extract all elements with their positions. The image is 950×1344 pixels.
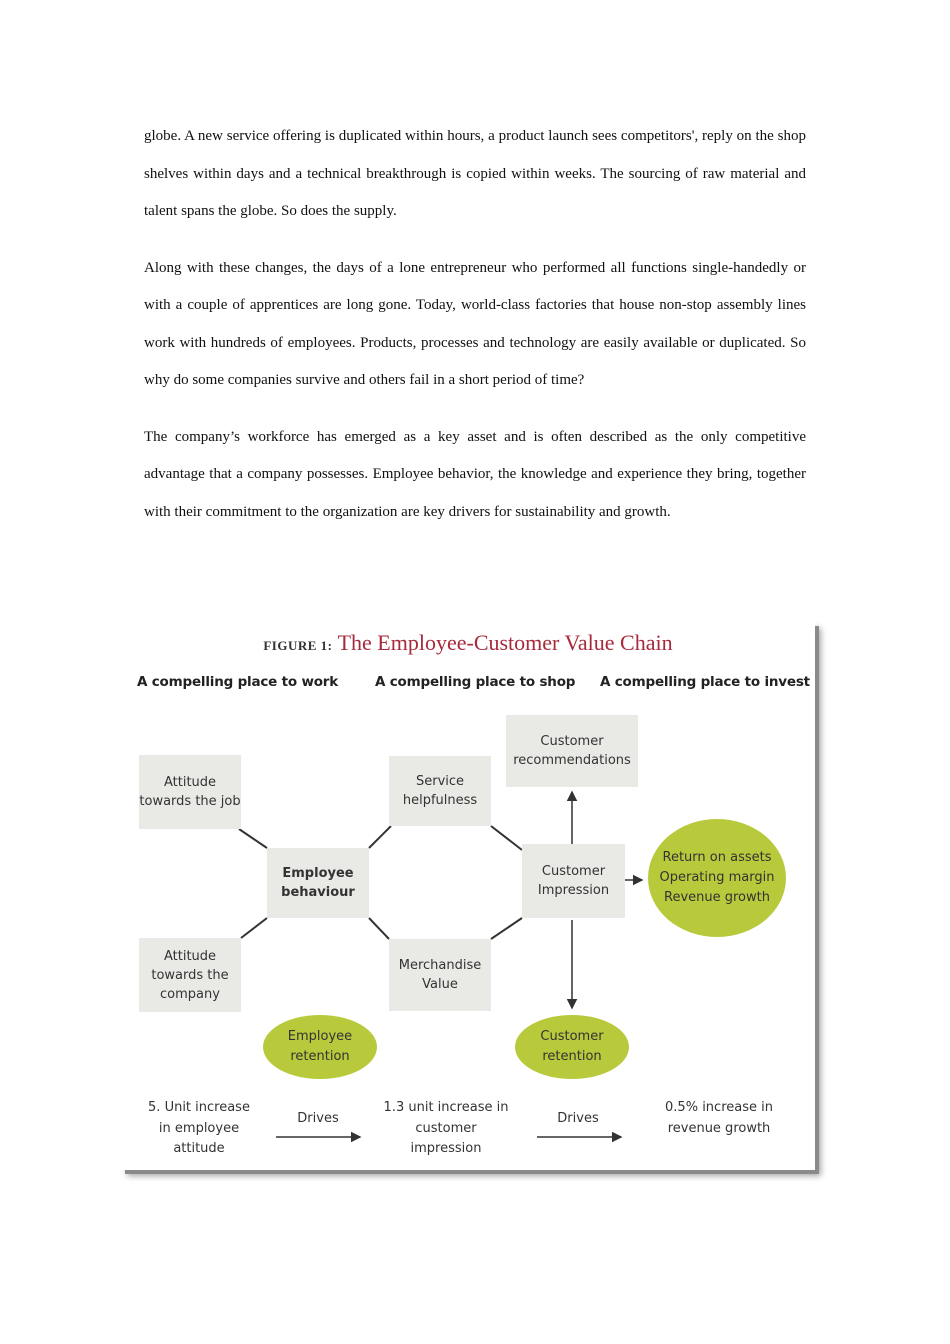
arrow-behaviour-to-merchandise bbox=[369, 918, 389, 939]
box-customer-impression: Customer Impression bbox=[522, 844, 625, 918]
heading-place-to-shop: A compelling place to shop bbox=[375, 674, 576, 690]
box-employee-behaviour: Employee behaviour bbox=[267, 848, 369, 918]
arrow-merchandise-to-impression bbox=[491, 918, 522, 939]
box-attitude-towards-company: Attitude towards the company bbox=[139, 938, 241, 1012]
paragraph-1: globe. A new service offering is duplicated within hours, a product launch sees competitors', reply on the shop shelves within days and a technical breakthrough is copied within weeks. The sourcing of raw material and talent spans the globe. So does the supply. bbox=[144, 128, 806, 219]
box-attitude-towards-job: Attitude towards the job bbox=[139, 755, 241, 829]
figure-label: FIGURE 1: bbox=[263, 638, 333, 653]
text-employee-attitude-increase: 5. Unit increase in employee attitude bbox=[148, 1100, 250, 1156]
text-drives-1: Drives bbox=[297, 1111, 339, 1126]
arrow-service-to-impression bbox=[491, 826, 522, 850]
text-customer-impression-increase: 1.3 unit increase in customer impression bbox=[383, 1100, 509, 1156]
body-text bbox=[144, 118, 806, 550]
circle-customer-retention: Customer retention bbox=[515, 1015, 629, 1079]
arrow-behaviour-to-service bbox=[369, 826, 391, 848]
box-service-helpfulness: Service helpfulness bbox=[389, 756, 491, 826]
arrow-company-to-behaviour bbox=[241, 918, 267, 938]
heading-place-to-work: A compelling place to work bbox=[137, 674, 339, 690]
figure-name: The Employee-Customer Value Chain bbox=[337, 630, 673, 655]
circle-return-on-assets: Return on assets Operating margin Revenue growth bbox=[648, 819, 786, 937]
circle-employee-retention: Employee retention bbox=[263, 1015, 377, 1079]
box-merchandise-value: Merchandise Value bbox=[389, 939, 491, 1011]
figure-employee-customer-value-chain bbox=[121, 622, 815, 1170]
box-customer-recommendations: Customer recommendations bbox=[506, 715, 638, 787]
paragraph-2: Along with these changes, the days of a lone entrepreneur who performed all functions single-handedly or with a couple of apprentices are long gone. Today, world-class factories that house non-stop assembly lines work with hundreds of employees. Products, processes and technology are easily available or duplicated. So why do some companies survive and others fail in a short period of time? bbox=[144, 259, 806, 388]
text-revenue-growth-increase: 0.5% increase in revenue growth bbox=[665, 1100, 773, 1136]
heading-place-to-invest: A compelling place to invest bbox=[600, 674, 810, 690]
arrow-job-to-behaviour bbox=[239, 829, 267, 848]
paragraph-3: The company’s workforce has emerged as a key asset and is often described as the only competitive advantage that a company possesses. Employee behavior, the knowledge and experience they bring, together with their commitment to the organization are key drivers for sustainability and growth. bbox=[144, 428, 806, 520]
text-drives-2: Drives bbox=[557, 1111, 599, 1126]
